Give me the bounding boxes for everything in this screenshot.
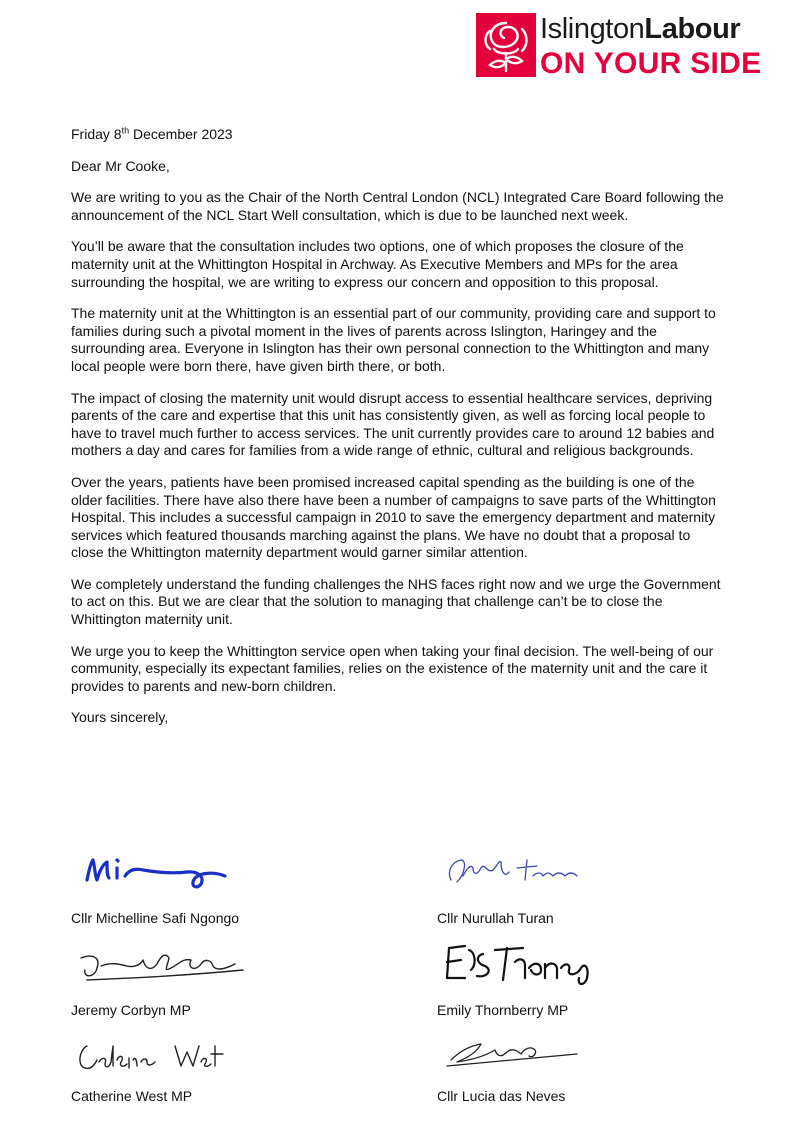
signatory-name: Cllr Nurullah Turan	[437, 910, 554, 926]
paragraph: We urge you to keep the Whittington service open when taking your final decision. The well-being of our community, especially its expectant families, relies on the existence of the maternity unit and the care it provides to parents and new-born children.	[71, 642, 714, 694]
signature-catherine-west	[71, 1032, 371, 1104]
signature-jeremy-corbyn	[71, 938, 371, 1018]
signature-lucia-das-neves	[437, 1032, 737, 1104]
handwritten-signature	[437, 938, 607, 990]
handwritten-signature	[437, 1032, 587, 1080]
signatory-name: Cllr Lucia das Neves	[437, 1088, 566, 1104]
paragraph: Over the years, patients have been promised increased capital spending as the building is one of the older facilities. There have also there have been a number of campaigns to save parts of the Whittington Hospital. This includes a successful campaign in 2010 to save the emergency department and maternity services which featured thousands marching against the plans. We have no doubt that a proposal to close the Whittington maternity department would garner similar attention.	[71, 473, 716, 561]
rose-icon	[476, 13, 536, 77]
signatory-name: Cllr Michelline Safi Ngongo	[71, 910, 240, 926]
paragraph: You’ll be aware that the consultation includes two options, one of which proposes the closure of the maternity unit at the Whittington Hospital in Archway. As Executive Members and MPs for the area surrounding the hospital, we are writing to express our concern and opposition to this proposal.	[71, 238, 684, 290]
paragraph: We completely understand the funding challenges the NHS faces right now and we urge the Government to act on this. But we are clear that the solution to managing that challenge can’t be to close the Whittington maternity unit.	[71, 575, 721, 628]
logo-name-bold: Labour	[644, 13, 741, 45]
signature-emily-thornberry	[437, 938, 737, 1018]
date-day: Friday 8	[71, 126, 122, 142]
handwritten-signature	[71, 938, 251, 990]
signatory-name: Emily Thornberry MP	[437, 1002, 569, 1018]
handwritten-signature	[71, 1032, 241, 1080]
signatory-name: Jeremy Corbyn MP	[71, 1002, 191, 1018]
date-suffix: th	[121, 125, 130, 136]
logo-wordmark	[540, 12, 740, 46]
paragraph: The maternity unit at the Whittington is an essential part of our community, providing care and support to families during such a pivotal moment in the lives of parents across Islington, Haringey and the surrounding area. Everyone in Islington has their own personal connection to the Whittington and many local people were born there, have given birth there, or both.	[71, 305, 716, 374]
logo-name-regular: Islington	[540, 13, 645, 45]
islington-labour-logo	[476, 10, 790, 80]
handwritten-signature	[437, 846, 597, 896]
date-rest: December 2023	[129, 126, 233, 142]
handwritten-signature	[71, 846, 241, 896]
letter-date	[71, 126, 726, 144]
logo-slogan: ON YOUR SIDE	[540, 47, 762, 80]
letter-body	[71, 126, 726, 741]
closing: Yours sincerely,	[71, 709, 169, 726]
signatory-name: Catherine West MP	[71, 1088, 193, 1104]
salutation: Dear Mr Cooke,	[71, 157, 170, 174]
paragraph: The impact of closing the maternity unit would disrupt access to essential healthcare services, depriving parents of the care and expertise that this unit has consistently given, as well as forcing local people to have to travel much further to access services. The unit currently provides care to around 12 babies and mothers a day and cares for families from a wide range of ethnic, cultural and religious backgrounds.	[71, 389, 715, 459]
signature-nurullah-turan	[437, 846, 737, 926]
paragraph: We are writing to you as the Chair of the North Central London (NCL) Integrated Care Board following the announcement of the NCL Start Well consultation, which is due to be launched next week.	[71, 189, 724, 223]
signature-michelline-safi-ngongo	[71, 846, 371, 926]
